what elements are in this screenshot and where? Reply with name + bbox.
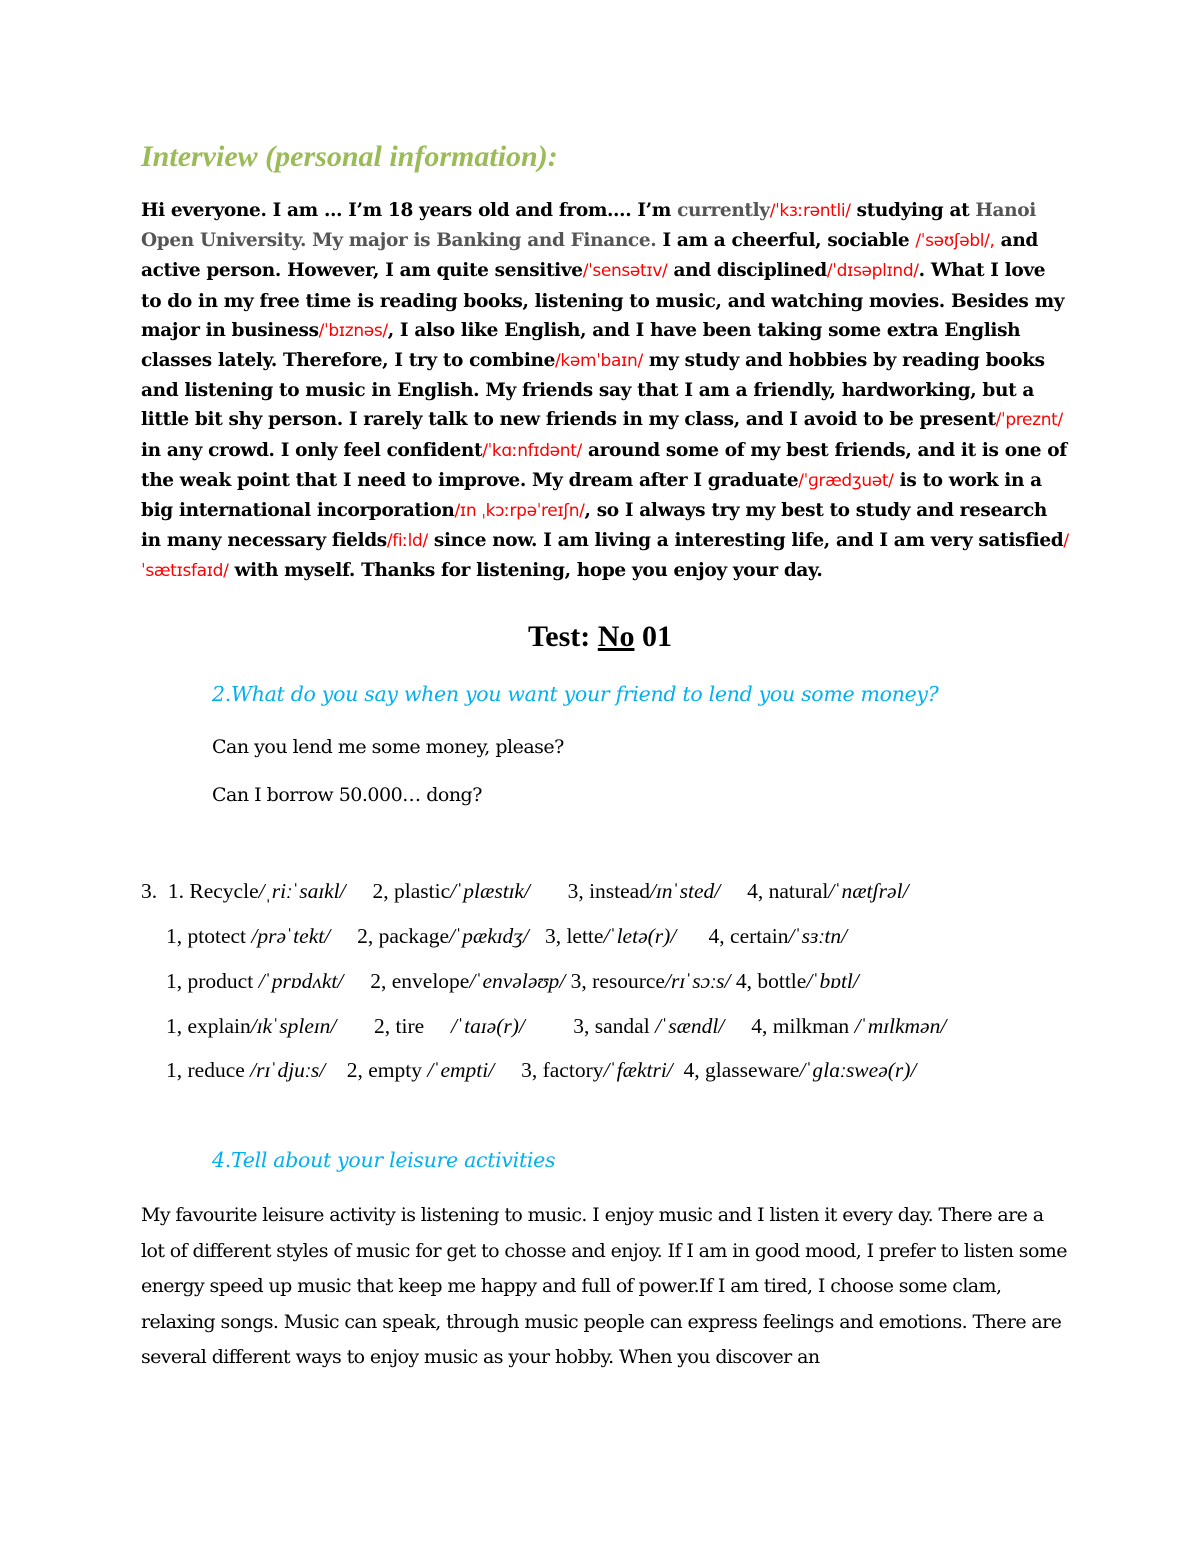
word-item: 1, ptotect <box>166 924 252 948</box>
word-item: 4, glasseware <box>672 1058 800 1082</box>
ipa-transcription: /ˈpækɪdʒ/ <box>449 924 529 948</box>
word-item: 2, empty <box>325 1058 428 1082</box>
ipa-transcription: /ˈnætʃrəl/ <box>828 879 909 903</box>
ipa-transcription: /ˈenvələʊp/ <box>469 969 566 993</box>
ipa-transcription: /ˈtaɪə(r)/ <box>451 1014 525 1038</box>
question-2-answer-2: Can I borrow 50.000… dong? <box>212 784 482 806</box>
word-item: 4, certain <box>676 924 789 948</box>
ipa-transcription: /ˈfæktri/ <box>603 1058 673 1082</box>
ipa-transcription: /ɪkˈspleɪn/ <box>250 1014 337 1038</box>
paragraph-text: in any crowd. I only feel confident <box>141 439 483 461</box>
paragraph-text: is to work in a big international incorporation <box>141 469 1042 522</box>
word-item: 1, product <box>166 969 259 993</box>
test-label: Test: <box>528 620 598 653</box>
word-item: 2, plastic <box>345 879 451 903</box>
word-item: 4, natural <box>720 879 829 903</box>
word-item: 3, resource <box>565 969 665 993</box>
question-2-answer-1: Can you lend me some money, please? <box>212 736 564 758</box>
leisure-paragraph: My favourite leisure activity is listening to music. I enjoy music and I listen it every day. There are a lot of different styles of music for get to chosse and enjoy. If I am in good mood, I prefer to listen some energy speed up music that keep me happy and full of power.If I am tired, I choose some clam, relaxing songs. Music can speak, through music people can express feelings and emotions. There are several different ways to enjoy music as your hobby. When you discover an <box>141 1204 1067 1368</box>
word-item: 2, tire <box>336 1014 452 1038</box>
highlighted-text: Hanoi Open University. My major is Banking and Finance. <box>141 200 1036 252</box>
word-item: 3, sandal <box>524 1014 656 1038</box>
paragraph-text: and active person. However, I am quite sensitive <box>141 230 1039 282</box>
ipa-transcription: /ˈplæstɪk/ <box>450 879 530 903</box>
paragraph-text: and disciplined <box>667 260 827 282</box>
paragraph-text: around some of my best friends, and it is one of the weak point that I need to improve. My dream after I graduate <box>141 439 1067 491</box>
ipa-transcription: /ˈkɑːnfɪdənt/ <box>482 440 582 461</box>
ipa-transcription: /ˈkɜːrəntli/ <box>769 201 851 221</box>
ipa-transcription: /ˈletə(r)/ <box>603 924 677 948</box>
paragraph-text: studying at <box>850 200 976 221</box>
ipa-transcription: /fiːld/ <box>386 531 428 552</box>
ipa-transcription: /ɪnˈsted/ <box>649 879 721 903</box>
ipa-transcription: /ˈsensətɪv/ <box>582 261 668 282</box>
word-item: 2, envelope <box>343 969 470 993</box>
ipa-transcription: /ˈsəʊʃəbl/, <box>915 231 995 252</box>
ipa-transcription: /kəmˈbaɪn/ <box>555 351 643 372</box>
ipa-transcription: /ˈsændl/ <box>655 1014 725 1038</box>
pronunciation-row <box>166 1014 946 1039</box>
ipa-transcription: /ˈprɒdʌkt/ <box>258 969 344 993</box>
ipa-transcription: /ˈɡlɑːsweə(r)/ <box>799 1058 917 1082</box>
word-item: 4, milkman <box>724 1014 855 1038</box>
ipa-transcription: /ˈsætɪsfaɪd/ <box>141 531 1069 582</box>
ipa-transcription: /ˈɡrædʒuət/ <box>798 470 894 491</box>
paragraph-text: , so I always try my best to study and research in many necessary fields <box>141 500 1047 552</box>
ipa-transcription: /rɪˈsɔːs/ <box>664 969 731 993</box>
ipa-transcription: /ˈbɒtl/ <box>806 969 859 993</box>
ipa-transcription: /prəˈtekt/ <box>251 924 331 948</box>
paragraph-text: since now. I am living a interesting life, and I am very satisfied <box>427 530 1064 552</box>
interview-paragraph <box>141 196 1071 587</box>
word-item: 3. 1. Recycle <box>141 879 259 903</box>
ipa-transcription: /ˈbɪznəs/ <box>318 320 388 341</box>
test-number-sign: No <box>597 620 635 653</box>
paragraph-text: Hi everyone. I am … I’m 18 years old and from…. I’m <box>141 200 678 221</box>
question-2-heading: 2.What do you say when you want your friend to lend you some money? <box>212 682 939 706</box>
pronunciation-row <box>166 1058 916 1083</box>
paragraph-text: my study and hobbies by reading books and listening to music in English. My friends say that I am a friendly, hardworking, but a little bit shy person. I rarely talk to new friends in my class, and I avoid to be present <box>141 350 1045 431</box>
pronunciation-row <box>141 879 909 904</box>
test-number: 01 <box>634 620 672 653</box>
pronunciation-row <box>166 924 847 949</box>
ipa-transcription: /ˈempti/ <box>427 1058 495 1082</box>
highlighted-text: currently <box>677 200 770 221</box>
word-item: 3, lette <box>528 924 604 948</box>
word-item: 4, bottle <box>730 969 807 993</box>
word-item: 2, package <box>330 924 449 948</box>
pronunciation-row <box>166 969 859 994</box>
ipa-transcription: /rɪˈdjuːs/ <box>250 1058 326 1082</box>
word-item: 1, explain <box>166 1014 251 1038</box>
ipa-transcription: /ˈmɪlkmən/ <box>854 1014 947 1038</box>
test-heading <box>0 620 1200 654</box>
question-4-heading: 4.Tell about your leisure activities <box>212 1148 556 1172</box>
paragraph-text: . What I love to do in my free time is reading books, listening to music, and watching movies. Besides my major in business <box>141 260 1065 341</box>
word-item: 3, factory <box>494 1058 604 1082</box>
interview-title: Interview (personal information): <box>141 140 558 173</box>
paragraph-text: I am a cheerful, sociable <box>656 230 916 252</box>
ipa-transcription: /ɪn ˌkɔːrpəˈreɪʃn/ <box>454 501 585 522</box>
paragraph-text: with myself. Thanks for listening, hope you enjoy your day. <box>228 560 823 582</box>
ipa-transcription: /ˈsɜːtn/ <box>788 924 848 948</box>
ipa-transcription: /ˈdɪsəplɪnd/ <box>826 261 919 282</box>
word-item: 1, reduce <box>166 1058 251 1082</box>
ipa-transcription: /ˌriːˈsaɪkl/ <box>258 879 346 903</box>
ipa-transcription: /ˈpreznt/ <box>995 410 1063 431</box>
paragraph-text: , I also like English, and I have been taking some extra English classes lately. Therefore, I try to combine <box>141 319 1021 372</box>
word-item: 3, instead <box>529 879 650 903</box>
